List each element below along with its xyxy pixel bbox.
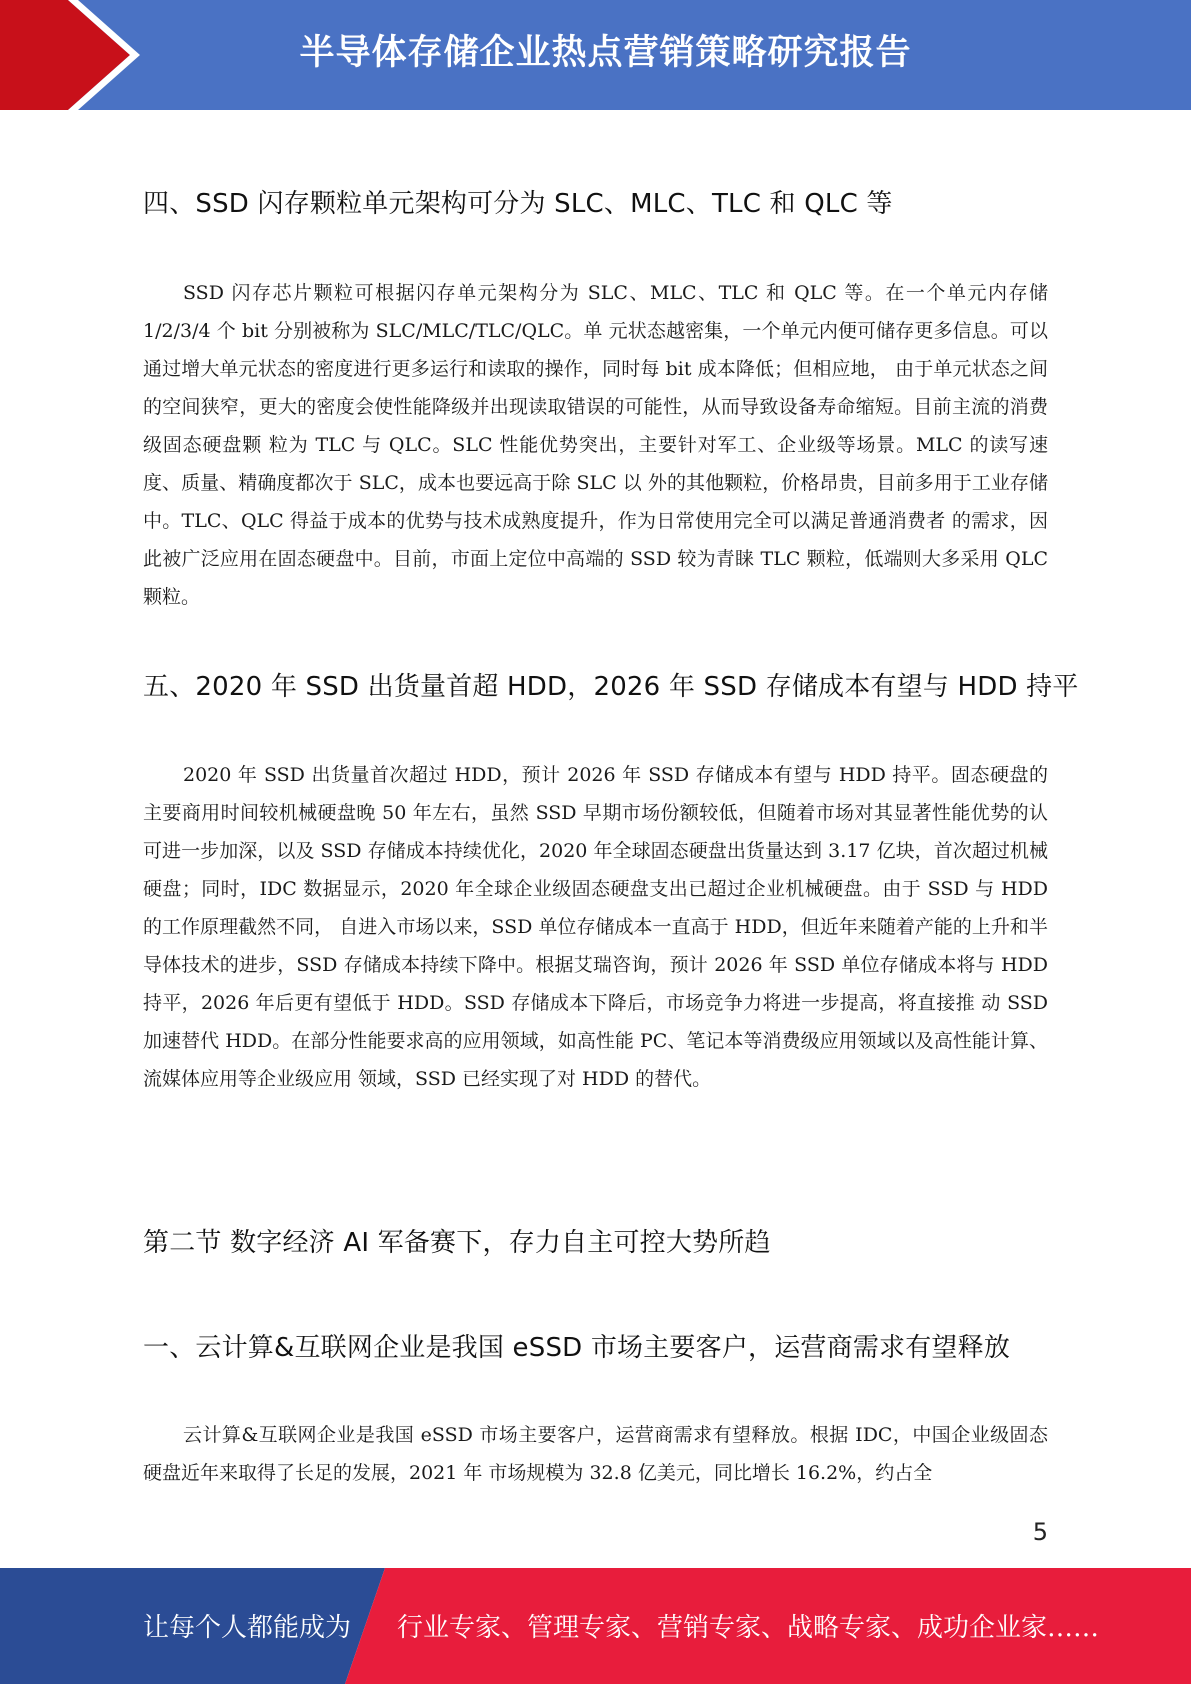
page-number: 5: [1032, 1518, 1048, 1546]
section-paragraph-ssd-shipments: 2020 年 SSD 出货量首次超过 HDD，预计 2026 年 SSD 存储成本有望与 HDD 持平。固态硬盘的主要商用时间较机械硬盘晚 50 年左右，虽然 SSD 早期市场份额较低，但随着市场对其显著性能优势的认可进一步加深，以及 SSD 存储成本持续优化，2020 年全球固态硬盘出货量达到 3.17 亿块，首次超过机械硬盘；同时，IDC 数据显示，2020 年全球企业级固态硬盘支出已超过企业机械硬盘。由于 SSD 与 HDD 的工作原理截然不同， 自进入市场以来，SSD 单位存储成本一直高于 HDD，但近年来随着产能的上升和半导体技术的进步，SSD 存储成本持续下降中。根据艾瑞咨询，预计 2026 年 SSD 单位存储成本将与 HDD 持平，2026 年后更有望低于 HDD。SSD 存储成本下降后，市场竞争力将进一步提高，将直接推 动 SSD 加速替代 HDD。在部分性能要求高的应用领域，如高性能 PC、笔记本等消费级应用领域以及高性能计算、流媒体应用等企业级应用 领域，SSD 已经实现了对 HDD 的替代。: [143, 764, 1048, 1090]
footer-slogan-left: 让每个人都能成为: [143, 1613, 352, 1643]
section-heading-ssd-flash-architecture: 四、SSD 闪存颗粒单元架构可分为 SLC、MLC、TLC 和 QLC 等: [143, 189, 893, 219]
report-title: 半导体存储企业热点营销策略研究报告: [299, 33, 912, 73]
section-heading-ssd-shipments: 五、2020 年 SSD 出货量首超 HDD，2026 年 SSD 存储成本有望与 HDD 持平: [143, 672, 1079, 702]
section-heading-essd-market: 一、云计算&互联网企业是我国 eSSD 市场主要客户，运营商需求有望释放: [143, 1333, 1011, 1363]
chapter-heading-digital-economy: 第二节 数字经济 AI 军备赛下，存力自主可控大势所趋: [143, 1228, 771, 1258]
section-paragraph-essd-market: 云计算&互联网企业是我国 eSSD 市场主要客户，运营商需求有望释放。根据 IDC，中国企业级固态硬盘近年来取得了长足的发展，2021 年 市场规模为 32.8 亿美元，同比增长 16.2%，约占全: [143, 1424, 1048, 1484]
section-paragraph-ssd-flash-architecture: SSD 闪存芯片颗粒可根据闪存单元架构分为 SLC、MLC、TLC 和 QLC 等。在一个单元内存储 1/2/3/4 个 bit 分别被称为 SLC/MLC/TLC/QLC。单 元状态越密集，一个单元内便可储存更多信息。可以通过增大单元状态的密度进行更多运行和读取的操作，同时每 bit 成本降低；但相应地， 由于单元状态之间的空间狭窄，更大的密度会使性能降级并出现读取错误的可能性，从而导致设备寿命缩短。目前主流的消费级固态硬盘颗 粒为 TLC 与 QLC。SLC 性能优势突出，主要针对军工、企业级等场景。MLC 的读写速度、质量、精确度都次于 SLC，成本也要远高于除 SLC 以 外的其他颗粒，价格昂贵，目前多用于工业存储中。TLC、QLC 得益于成本的优势与技术成熟度提升，作为日常使用完全可以满足普通消费者 的需求，因此被广泛应用在固态硬盘中。目前，市面上定位中高端的 SSD 较为青睐 TLC 颗粒，低端则大多采用 QLC 颗粒。: [143, 282, 1048, 608]
page-header: [0, 0, 1191, 110]
page-footer: [0, 1568, 1191, 1684]
footer-slogan-right: 行业专家、管理专家、营销专家、战略专家、成功企业家……: [397, 1613, 1100, 1643]
